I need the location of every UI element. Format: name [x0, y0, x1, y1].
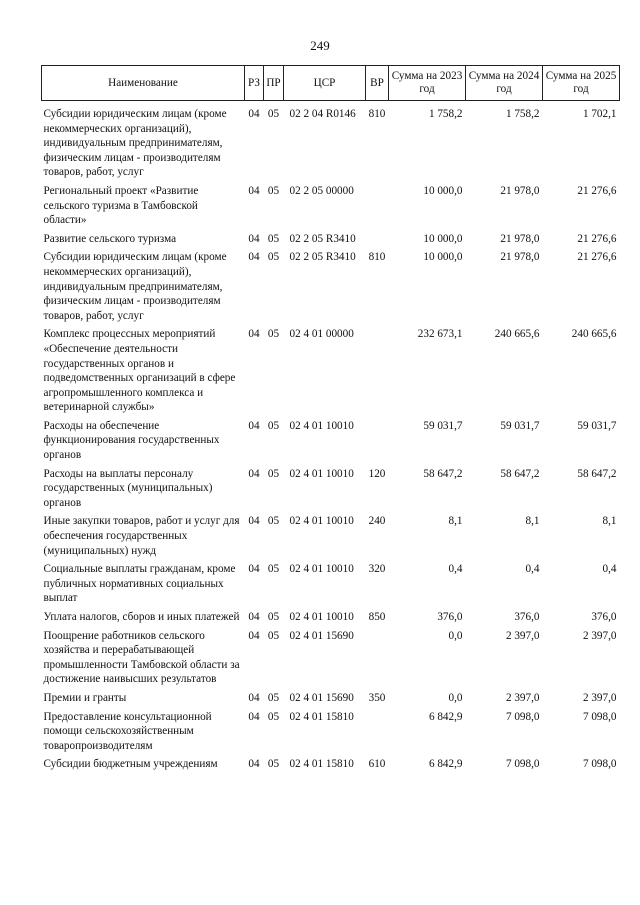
- cell-sum-2023: 10 000,0: [423, 184, 463, 197]
- cell-sum-2024: 0,4: [525, 563, 540, 576]
- cell-pr: 05: [267, 515, 280, 528]
- cell-csr: 02 4 01 10010: [289, 419, 354, 432]
- table-row: [42, 327, 620, 419]
- budget-table: [41, 65, 620, 776]
- cell-rz: 04: [248, 108, 260, 120]
- cell-sum-2023: 58 647,2: [423, 467, 463, 480]
- table-row: [42, 250, 620, 327]
- cell-sum-2024: 240 665,6: [494, 328, 540, 341]
- cell-csr: 02 4 01 15690: [289, 691, 354, 704]
- cell-name: Предоставление консультационной помощи сельскохозяйственным товаропроизводителям: [43, 710, 212, 752]
- cell-name: Расходы на обеспечение функционирования государственных органов: [43, 419, 220, 462]
- cell-name: Субсидии юридическим лицам (кроме некоммерческих организаций), индивидуальным предпринимателям, физическим лицам - производителям товаров, работ, услуг: [43, 108, 227, 179]
- cell-sum-2025: 21 276,6: [577, 184, 617, 197]
- cell-csr: 02 2 04 R0146: [289, 108, 356, 120]
- cell-sum-2024: 59 031,7: [500, 419, 540, 432]
- cell-pr: 05: [267, 251, 280, 264]
- cell-rz: 04: [248, 184, 260, 197]
- table-header: [42, 66, 620, 101]
- cell-vr: 240: [368, 515, 386, 528]
- cell-pr: 05: [267, 419, 280, 432]
- cell-sum-2025: 21 276,6: [577, 232, 617, 245]
- cell-csr: 02 4 01 10010: [289, 563, 354, 576]
- header-vr: ВР: [366, 66, 389, 101]
- table-row: [42, 629, 620, 691]
- cell-vr: [366, 232, 389, 251]
- cell-vr: 350: [368, 691, 386, 704]
- cell-pr: 05: [267, 328, 280, 341]
- header-name: Наименование: [42, 66, 245, 101]
- cell-name: Расходы на выплаты персоналу государственных (муниципальных) органов: [43, 467, 213, 509]
- header-csr: ЦСР: [284, 66, 366, 101]
- table-row: [42, 184, 620, 232]
- cell-sum-2024: 21 978,0: [500, 251, 540, 264]
- cell-sum-2023: 10 000,0: [423, 232, 463, 245]
- cell-csr: 02 4 01 10010: [289, 515, 354, 528]
- cell-sum-2024: 21 978,0: [500, 232, 540, 245]
- cell-rz: 04: [248, 710, 260, 723]
- cell-sum-2025: 2 397,0: [582, 691, 617, 704]
- cell-rz: 04: [248, 251, 260, 264]
- cell-csr: 02 2 05 00000: [289, 184, 354, 197]
- table-row: [42, 562, 620, 610]
- cell-rz: 04: [248, 467, 260, 480]
- cell-sum-2024: 7 098,0: [505, 710, 540, 723]
- cell-csr: 02 2 05 R3410: [289, 251, 356, 264]
- cell-csr: 02 4 01 10010: [289, 611, 354, 623]
- cell-rz: 04: [248, 419, 260, 432]
- header-rz: РЗ: [245, 66, 264, 101]
- cell-sum-2023: 6 842,9: [428, 710, 463, 723]
- cell-vr: [366, 184, 389, 232]
- page-number: 249: [310, 38, 330, 53]
- cell-rz: 04: [248, 563, 260, 576]
- header-sum-2024: Сумма на 2024 год: [466, 66, 543, 101]
- cell-rz: 04: [248, 611, 260, 623]
- cell-sum-2024: 8,1: [525, 515, 540, 528]
- cell-pr: 05: [267, 563, 280, 576]
- cell-vr: 810: [368, 108, 386, 120]
- cell-sum-2024: 2 397,0: [505, 629, 540, 642]
- cell-pr: 05: [267, 232, 280, 245]
- cell-sum-2023: 0,4: [448, 563, 463, 576]
- cell-sum-2024: 58 647,2: [500, 467, 540, 480]
- table-row: [42, 691, 620, 710]
- cell-vr: [366, 710, 389, 758]
- header-pr: ПР: [264, 66, 284, 101]
- cell-vr: 610: [368, 758, 386, 771]
- table-row: [42, 101, 620, 184]
- cell-csr: 02 4 01 15690: [289, 629, 354, 642]
- cell-sum-2023: 0,0: [448, 629, 463, 642]
- cell-sum-2025: 7 098,0: [582, 710, 617, 723]
- cell-rz: 04: [248, 691, 260, 704]
- table-row: [42, 232, 620, 251]
- cell-sum-2024: 1 758,2: [505, 108, 540, 120]
- cell-vr: [366, 629, 389, 691]
- cell-sum-2024: 21 978,0: [500, 184, 540, 197]
- table-row: [42, 467, 620, 515]
- cell-rz: 04: [248, 629, 260, 642]
- cell-pr: 05: [267, 611, 280, 623]
- cell-csr: 02 4 01 10010: [289, 467, 354, 480]
- cell-name: Уплата налогов, сборов и иных платежей: [43, 611, 240, 623]
- cell-name: Развитие сельского туризма: [43, 232, 177, 245]
- cell-sum-2024: 7 098,0: [505, 758, 540, 771]
- cell-vr: 810: [368, 251, 386, 264]
- cell-name: Субсидии бюджетным учреждениям: [43, 758, 218, 771]
- cell-sum-2025: 58 647,2: [577, 467, 617, 480]
- table-row: [42, 710, 620, 758]
- cell-rz: 04: [248, 515, 260, 528]
- cell-sum-2023: 10 000,0: [423, 251, 463, 264]
- header-sum-2023: Сумма на 2023 год: [389, 66, 466, 101]
- cell-sum-2025: 0,4: [602, 563, 617, 576]
- cell-vr: 120: [368, 467, 386, 480]
- cell-csr: 02 4 01 15810: [289, 758, 354, 771]
- cell-sum-2025: 376,0: [591, 611, 617, 623]
- table-row: [42, 514, 620, 562]
- cell-sum-2023: 232 673,1: [417, 328, 463, 341]
- table-row: [42, 419, 620, 467]
- cell-pr: 05: [267, 184, 280, 197]
- cell-sum-2024: 376,0: [514, 611, 540, 623]
- cell-sum-2025: 240 665,6: [571, 328, 617, 341]
- cell-sum-2025: 2 397,0: [582, 629, 617, 642]
- cell-sum-2023: 0,0: [448, 691, 463, 704]
- cell-sum-2025: 7 098,0: [582, 758, 617, 771]
- cell-rz: 04: [248, 328, 260, 341]
- cell-rz: 04: [248, 232, 260, 245]
- cell-name: Комплекс процессных мероприятий «Обеспечение деятельности государственных органов и подведомственных организаций в сфере агропромышленного комплекса и ветеринарной службы»: [43, 328, 236, 414]
- cell-vr: [366, 327, 389, 419]
- cell-pr: 05: [267, 629, 280, 642]
- cell-name: Субсидии юридическим лицам (кроме некоммерческих организаций), индивидуальным предпринимателям, физическим лицам - производителям товаров, работ, услуг: [43, 251, 227, 322]
- cell-pr: 05: [267, 467, 280, 480]
- cell-name: Иные закупки товаров, работ и услуг для обеспечения государственных (муниципальных) нужд: [43, 515, 240, 557]
- cell-name: Премии и гранты: [43, 691, 127, 704]
- table-row: [42, 610, 620, 629]
- cell-sum-2025: 1 702,1: [582, 108, 617, 120]
- cell-pr: 05: [267, 758, 280, 771]
- cell-sum-2023: 59 031,7: [423, 419, 463, 432]
- header-sum-2025: Сумма на 2025 год: [543, 66, 620, 101]
- table-body: [42, 101, 620, 776]
- cell-vr: 850: [368, 611, 386, 623]
- cell-vr: 320: [368, 563, 386, 576]
- cell-csr: 02 4 01 00000: [289, 328, 354, 341]
- cell-csr: 02 2 05 R3410: [289, 232, 356, 245]
- cell-sum-2025: 59 031,7: [577, 419, 617, 432]
- cell-pr: 05: [267, 108, 280, 120]
- cell-sum-2025: 21 276,6: [577, 251, 617, 264]
- cell-name: Поощрение работников сельского хозяйства и перерабатывающей промышленности Тамбовской области за достижение наивысших результатов: [43, 629, 240, 686]
- cell-sum-2023: 1 758,2: [428, 108, 463, 120]
- cell-vr: [366, 419, 389, 467]
- table-row: [42, 757, 620, 776]
- cell-sum-2023: 376,0: [437, 611, 463, 623]
- cell-sum-2025: 8,1: [602, 515, 617, 528]
- cell-pr: 05: [267, 691, 280, 704]
- cell-rz: 04: [248, 758, 260, 771]
- cell-name: Региональный проект «Развитие сельского туризма в Тамбовской области»: [43, 184, 199, 227]
- cell-name: Социальные выплаты гражданам, кроме публичных нормативных социальных выплат: [43, 563, 236, 605]
- cell-csr: 02 4 01 15810: [289, 710, 354, 723]
- cell-sum-2024: 2 397,0: [505, 691, 540, 704]
- cell-pr: 05: [267, 710, 280, 723]
- cell-sum-2023: 6 842,9: [428, 758, 463, 771]
- cell-sum-2023: 8,1: [448, 515, 463, 528]
